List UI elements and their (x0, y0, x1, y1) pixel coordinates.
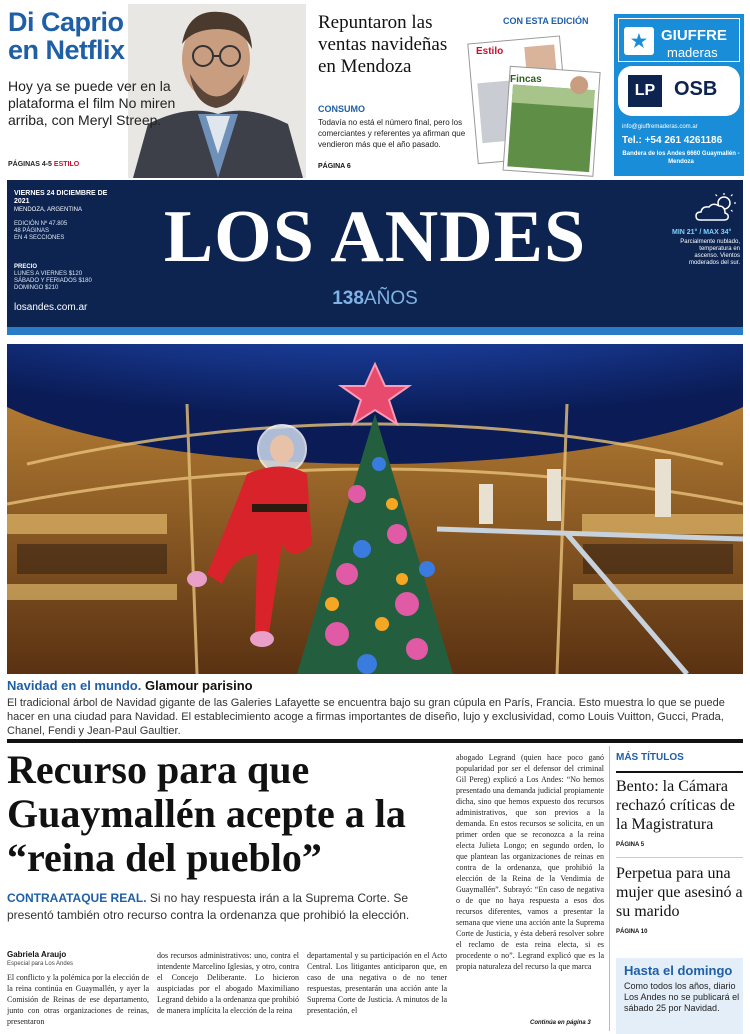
story-column-3: departamental y su participación en el Acto Central. Los litigantes anticiparon que, en caso de una negativa o de no tener respuestas, presentarán una acción ante la Suprema Corte de Justicia. A minutos de la presentación, el (307, 951, 447, 1015)
ad-email: info@giuffremaderas.com.ar (622, 124, 698, 130)
photo-caption-body: El tradicional árbol de Navidad gigante de las Galeries Lafayette se encuentra bajo su gran cúpula en París, Francia. Esto muestra lo que se puede hacer en una ciudad para Navidad. El establecimiento acoge a firmas importantes de diseño, lujo y exclusividad, como Louis Vuitton, Gucci, Prada, Chanel, Fendi y Jean-Paul Gaultier. (7, 697, 725, 737)
column-divider (609, 746, 610, 1031)
promo-ventas-section: CONSUMO (318, 104, 365, 114)
notice-body: Como todos los años, diario Los Andes no se publicará el sábado 25 por Navidad. (624, 981, 740, 1013)
kicker-label: CONTRAATAQUE REAL. (7, 891, 147, 905)
promo-dicaprio-title[interactable]: Di Caprio en Netflix (8, 7, 125, 65)
place-text: MENDOZA, ARGENTINA (14, 207, 83, 213)
kicker-text: Si no hay respuesta irán a la Suprema Corte. Se presentó también otro recurso contra la ordenanza que prohibió la elección. (7, 891, 410, 922)
ad-brand-box (618, 18, 740, 62)
ad-tel: Tel.: +54 261 4261186 (622, 135, 723, 146)
ad-address: Bandera de los Andes 6660 Guaymallén - Mendoza (622, 151, 740, 165)
pages-label: PÁGINAS 4-5 (8, 161, 52, 168)
sidebar-divider (616, 857, 743, 858)
notice-title: Hasta el domingo (624, 963, 733, 978)
byline-role: Especial para Los Andes (7, 961, 74, 967)
temp-min: MIN 21° (672, 229, 698, 236)
more-titles-heading: MÁS TÍTULOS (616, 752, 684, 763)
price-saturday: SÁBADO Y FERIADOS $180 (14, 278, 92, 284)
promo-ventas-title[interactable]: Repuntaron las ventas navideñas en Mendoza (318, 12, 448, 77)
anniversary (0, 288, 750, 310)
price-weekday: LUNES A VIERNES $120 (14, 271, 83, 277)
caption-title: Glamour parisino (144, 678, 253, 693)
ad-osb: OSB (674, 78, 718, 100)
promo-ventas-page: PÁGINA 6 (318, 163, 351, 170)
giuffre-ad[interactable] (614, 14, 744, 176)
main-headline[interactable]: Recurso para que Guaymallén acepte a la “reina del pueblo” (7, 747, 406, 880)
ad-lp-logo: LP (628, 75, 662, 107)
sidebar-item-bento-page: PÁGINA 5 (616, 842, 645, 848)
section-rule (7, 739, 743, 743)
promo-ventas-body: Todavía no está el número final, pero los comerciantes y referentes ya afirman que vendieron más que el año pasado. (318, 118, 466, 149)
edition-number: EDICIÓN Nº 47.805 (14, 221, 68, 227)
ad-brand2: maderas (667, 45, 718, 60)
supplements-covers[interactable] (466, 30, 606, 178)
sidebar-item-perpetua-page: PÁGINA 10 (616, 929, 648, 935)
ad-star-icon: ★ (624, 27, 654, 55)
weather-minmax: MIN 21° / MAX 34° (672, 229, 732, 236)
story-column-1: El conflicto y la polémica por la elección de la reina continúa en Guaymallén, y ayer la Comisión de Reinas de ese departamento, junto con otras organizaciones de reinas, presentaron (7, 973, 149, 1026)
ad-product-box (618, 66, 740, 116)
masthead-bar (7, 327, 743, 335)
page-count: 48 PÁGINAS (14, 228, 50, 234)
caption-kicker: Navidad en el mundo. (7, 678, 142, 693)
story-column-2: dos recursos administrativos: uno, contra el intendente Marcelino Iglesias, y otro, contra el Concejo Deliberante. Lo hicieron auspiciadas por el abogado Maximiliano Legrand debido a la ordenanza que prohibió de manera implícita la elección de la reina (157, 951, 299, 1015)
supplement-estilo-label: Estilo (476, 46, 504, 57)
weather-forecast: Parcialmente nublado, temperatura en ascenso. Vientos moderados del sur. (680, 239, 740, 266)
christmas-tree-photo[interactable] (7, 344, 743, 674)
newspaper-logo[interactable]: LOS ANDES (163, 196, 587, 278)
temp-max: MAX 34° (703, 229, 732, 236)
date-text: VIERNES 24 DICIEMBRE DE 2021 (14, 190, 108, 205)
continue-link[interactable]: Continúa en página 3 (530, 1020, 591, 1026)
years-number: 138 (332, 288, 364, 309)
years-word: AÑOS (363, 288, 418, 309)
supplement-fincas-label: Fincas (510, 74, 542, 85)
photo-caption-heading (7, 678, 253, 693)
section-label: ESTILO (53, 161, 80, 168)
section-count: EN 4 SECCIONES (14, 235, 65, 241)
byline: Gabriela Araujo (7, 950, 67, 959)
ad-brand: GIUFFRE (661, 27, 727, 44)
price-sunday: DOMINGO $210 (14, 285, 59, 291)
site-link[interactable]: losandes.com.ar (14, 302, 88, 313)
promo-dicaprio-subtitle: Hoy ya se puede ver en la plataforma el film No miren arriba, con Meryl Streep. (8, 78, 176, 128)
story-column-4: abogado Legrand (quien hace poco ganó popularidad por ser el defensor del criminal Gil Pereg) explicó a Los Andes: “No hemos presentado una demanda judicial propiamente dicha, sino que hemos expuesto dos recursos administrativos, que son previos a la demanda. En estos recursos se solicita, en un primer orden que se reconozca a la reina electa Julieta Longo; en segundo orden, lo que plantean las organizaciones de reinas en contra de la ordenanza, que prohibió la elección de la Reina de la Vendimia de Guaymallén”. Subrayó: “En caso de negativa o de que no haya respuesta a esos dos recursos diferentes, vamos a presentar la semana que viene una acción ante la Suprema Corte de Justicia, y ésta deberá resolver sobre el reclamo de esta reina electa, si es procedente o no”. Legrand explicó que es la propia naturaleza del recurso la que marca (456, 753, 604, 971)
main-kicker (7, 890, 447, 924)
sidebar-item-bento[interactable]: Bento: la Cámara rechazó críticas de la Magistratura (616, 778, 736, 833)
price-label: PRECIO (14, 264, 38, 270)
supplements-heading: CON ESTA EDICIÓN (503, 16, 589, 26)
sidebar-item-perpetua[interactable]: Perpetua para una mujer que asesinó a su marido (616, 865, 743, 920)
promo-dicaprio-pages (8, 161, 79, 168)
sidebar-rule (616, 771, 743, 773)
weather-cloud-sun-icon (694, 192, 740, 224)
